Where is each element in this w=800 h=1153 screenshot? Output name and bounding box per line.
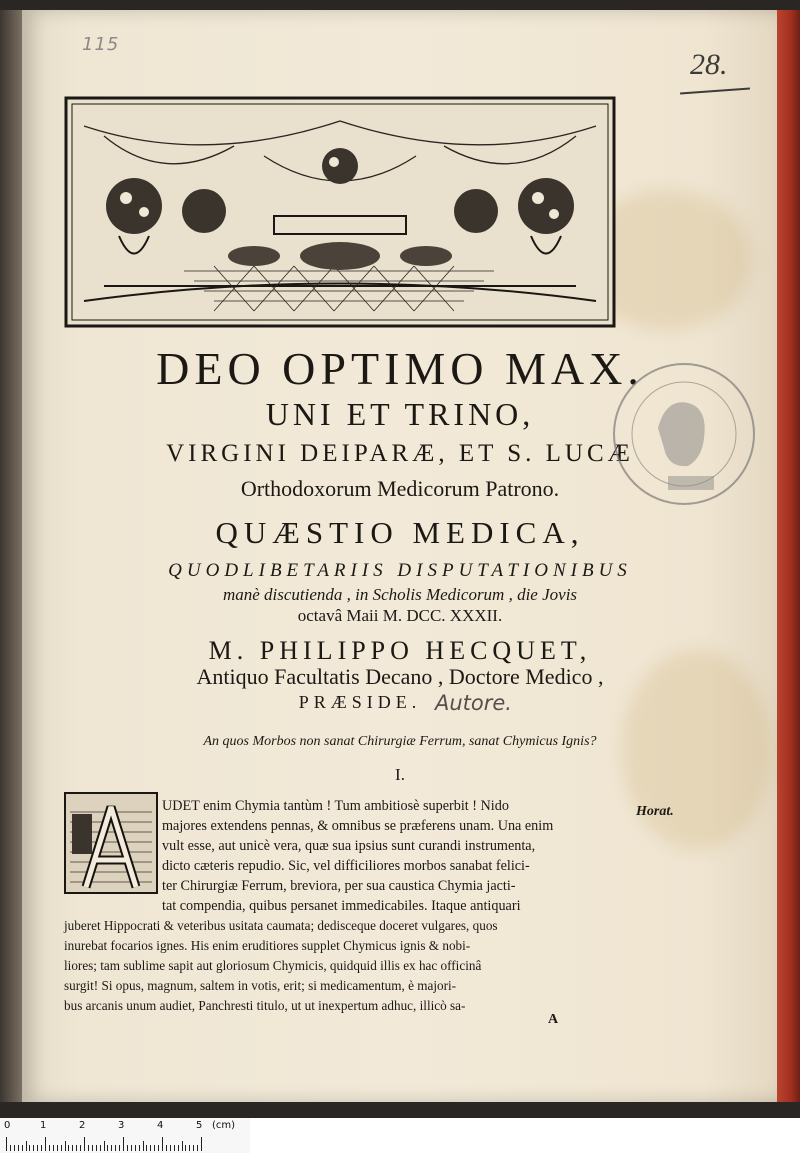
ruler-tick [65, 1141, 66, 1151]
dedication-line-1: DEO OPTIMO MAX. [156, 343, 644, 394]
ruler-label: (cm) [212, 1120, 236, 1131]
section-number: I. [395, 765, 405, 784]
ruler-tick [170, 1145, 171, 1151]
ruler-tick [96, 1145, 97, 1151]
dedication-line-2: UNI ET TRINO, [265, 396, 535, 432]
body-text-line: majores extendens pennas, & omnibus se præferens unam. Una enim [162, 818, 554, 834]
question-line: An quos Morbos non sanat Chirurgiæ Ferrum, sanat Chymicus Ignis? [203, 734, 597, 749]
body-text-line: tat compendia, quibus persanet immedicabiles. Itaque antiquari [162, 898, 521, 914]
body-text-line: bus arcanis unum audiet, Panchresti titulo, ut ut inexpertum adhuc, illicò sa- [64, 998, 466, 1013]
ruler-tick [29, 1145, 30, 1151]
ruler-tick [14, 1145, 15, 1151]
ruler-tick [92, 1145, 93, 1151]
praeses-title: Antiquo Facultatis Decano , Doctore Medico , [196, 664, 604, 689]
decorated-initial-icon [64, 792, 158, 894]
body-text-line: vult esse, aut unicè vera, quæ sua ipsius sunt curandi instrumenta, [162, 838, 536, 854]
ruler-tick [158, 1145, 159, 1151]
ruler-tick [182, 1141, 183, 1151]
body-text-line: liores; tam sublime sapit aut gloriosum Chymicis, quidquid illis ex hac officinâ [64, 958, 482, 973]
ruler-tick [18, 1145, 19, 1151]
ruler-tick [131, 1145, 132, 1151]
ruler-tick [49, 1145, 50, 1151]
ruler-tick [76, 1145, 77, 1151]
body-text-line: inurebat focarios ignes. His enim eruditiores supplet Chymicus ignis & nobi- [64, 938, 471, 953]
handwritten-annotation: Autore. [435, 691, 512, 715]
folio-number: 28. [690, 48, 728, 81]
body-text-line: dicto cæteris repudio. Sic, vel difficiliores morbos sanabat felici- [162, 858, 530, 874]
body-text-line: surgit! Si opus, magnum, saltem in votis, erit; si medicamentum, è majori- [64, 978, 457, 993]
ruler-tick [185, 1145, 186, 1151]
ruler-tick [127, 1145, 128, 1151]
left-page-edge [0, 10, 22, 1102]
ruler-tick [146, 1145, 147, 1151]
ruler-tick [72, 1145, 73, 1151]
margin-note: Horat. [636, 804, 674, 819]
ruler-tick [107, 1145, 108, 1151]
dedication-line-4: Orthodoxorum Medicorum Patrono. [240, 476, 560, 501]
body-text-line: ter Chirurgiæ Ferrum, breviora, per sua caustica Chymia jacti- [162, 878, 516, 894]
ruler-tick [162, 1137, 163, 1151]
ruler-tick [37, 1145, 38, 1151]
body-text-line: UDET enim Chymia tantùm ! Tum ambitiosè superbit ! Nido [162, 798, 509, 814]
ruler-label: 5 [196, 1120, 203, 1131]
disputation-line: QUODLIBETARIIS DISPUTATIONIBUS [168, 560, 632, 581]
catchword: A [548, 1012, 559, 1027]
right-page-edge [777, 10, 800, 1102]
ruler-tick [84, 1137, 85, 1151]
ruler-tick [143, 1141, 144, 1151]
praeside-label: PRÆSIDE. [298, 692, 422, 712]
body-text-line: juberet Hippocrati & veteribus usitata caumata; dedisceque doceret vulgares, quos [64, 918, 498, 933]
ruler-tick [41, 1145, 42, 1151]
handwritten-number: 115 [82, 34, 120, 55]
ruler-tick [174, 1145, 175, 1151]
ruler-tick [139, 1145, 140, 1151]
ruler-tick [193, 1145, 194, 1151]
ruler-tick [57, 1145, 58, 1151]
ruler-tick [111, 1145, 112, 1151]
ruler-tick [68, 1145, 69, 1151]
ruler-tick [197, 1145, 198, 1151]
scale-ruler [0, 1118, 250, 1153]
ruler-tick [150, 1145, 151, 1151]
ruler-label: 1 [40, 1120, 47, 1131]
ruler-tick [154, 1145, 155, 1151]
ruler-tick [178, 1145, 179, 1151]
dedication-line-3: VIRGINI DEIPARÆ, ET S. LUCÆ [166, 440, 634, 467]
ruler-tick [119, 1145, 120, 1151]
engraved-headpiece-ornament [64, 96, 616, 328]
ruler-tick [189, 1145, 190, 1151]
scan-background [250, 1118, 800, 1153]
ruler-label: 2 [79, 1120, 86, 1131]
ruler-label: 3 [118, 1120, 125, 1131]
ruler-tick [104, 1141, 105, 1151]
ruler-tick [26, 1141, 27, 1151]
ruler-tick [22, 1145, 23, 1151]
ruler-tick [123, 1137, 124, 1151]
ruler-tick [88, 1145, 89, 1151]
ruler-tick [135, 1145, 136, 1151]
library-stamp-icon [608, 348, 760, 520]
ruler-tick [115, 1145, 116, 1151]
ruler-tick [6, 1137, 7, 1151]
ruler-tick [33, 1145, 34, 1151]
date-line-2: octavâ Maii M. DCC. XXXII. [297, 606, 503, 625]
ruler-tick [10, 1145, 11, 1151]
ruler-label: 0 [4, 1120, 11, 1131]
ruler-tick [201, 1137, 202, 1151]
ruler-tick [61, 1145, 62, 1151]
date-line-1: manè discutienda , in Scholis Medicorum , die Jovis [222, 585, 578, 604]
ruler-label: 4 [157, 1120, 164, 1131]
quaestio-heading: QUÆSTIO MEDICA, [215, 515, 585, 550]
ruler-tick [166, 1145, 167, 1151]
ruler-tick [80, 1145, 81, 1151]
ruler-tick [45, 1137, 46, 1151]
ruler-tick [53, 1145, 54, 1151]
ruler-tick [100, 1145, 101, 1151]
praeses-name: M. PHILIPPO HECQUET, [208, 636, 592, 665]
